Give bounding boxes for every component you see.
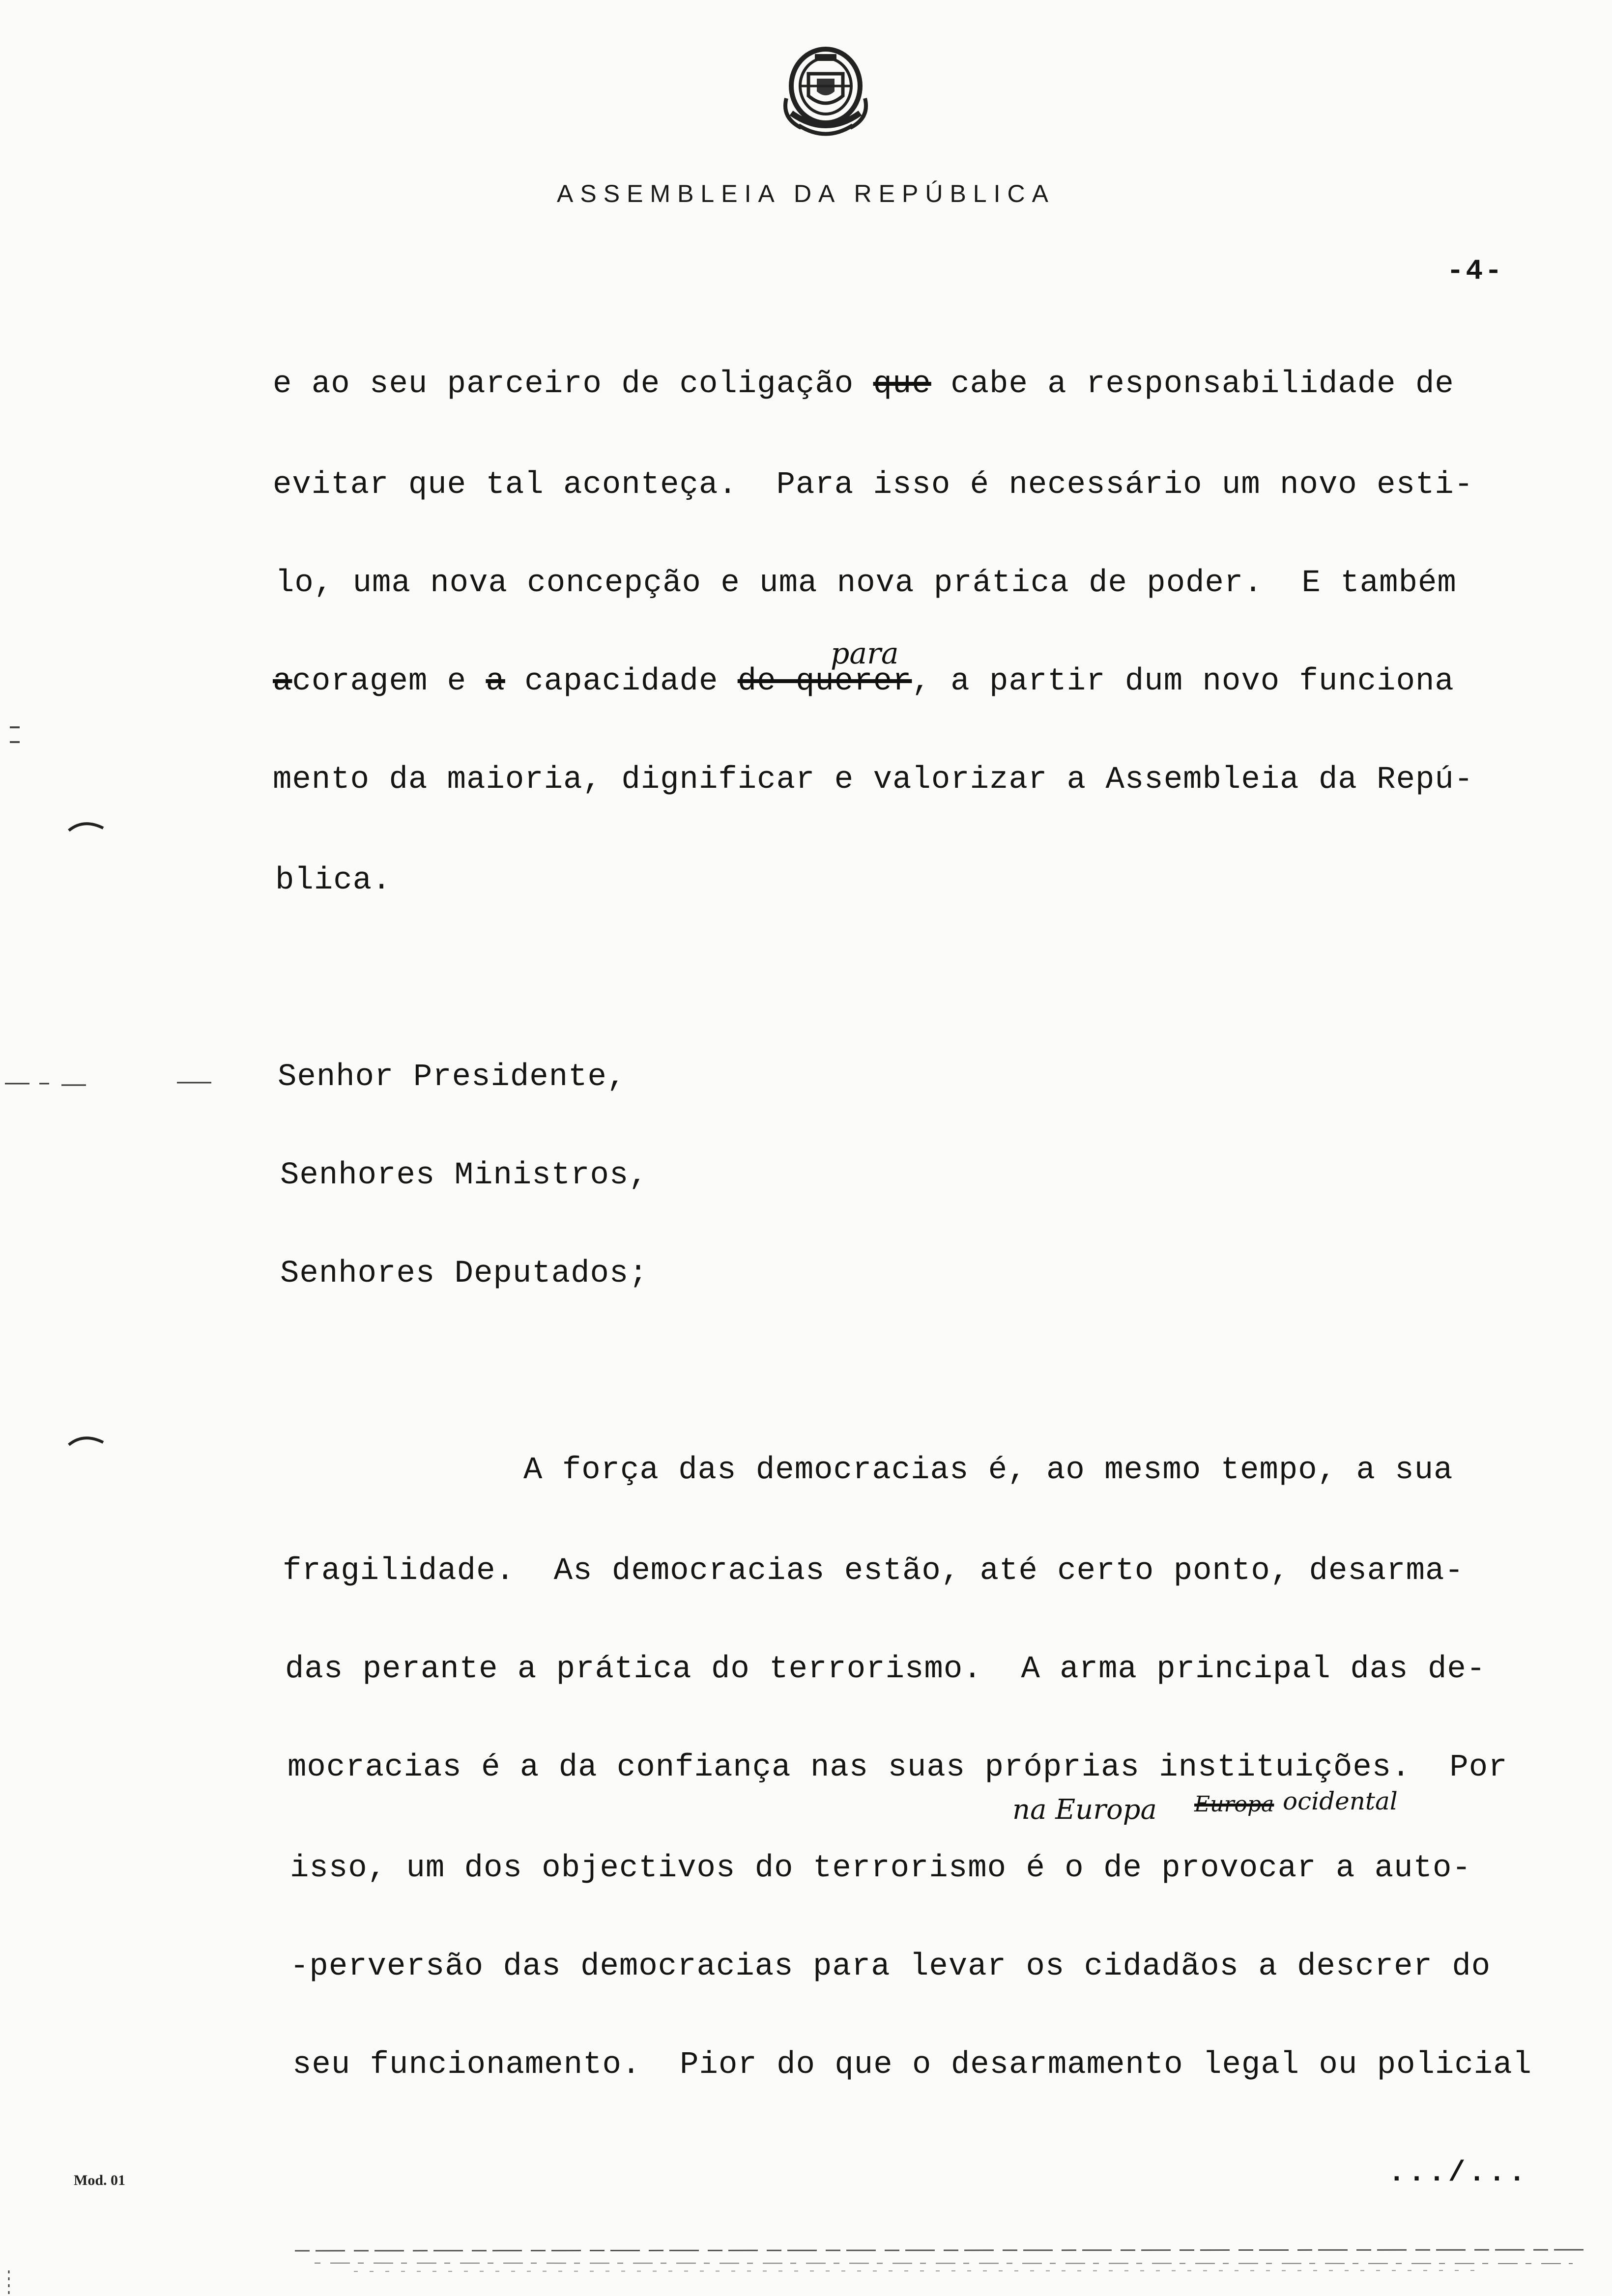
paragraph2-line7: seu funcionamento. Pior do que o desarmamento legal ou policial [292,2047,1532,2083]
salutation-line1: Senhor Presidente, [278,1060,627,1095]
paragraph1-line6: blica. [275,863,392,898]
paragraph2-line3: das perante a prática do terrorismo. A arma principal das de- [285,1652,1486,1687]
struck-word: a [273,664,292,699]
handwritten-tail: ocidental [1283,1787,1398,1815]
salutation-line3: Senhores Deputados; [280,1256,648,1292]
paragraph2-line2: fragilidade. As democracias estão, até certo ponto, desarma- [283,1553,1464,1589]
institution-heading: ASSEMBLEIA DA REPÚBLICA [557,180,1055,207]
coat-of-arms-emblem [772,39,880,152]
paragraph1-line5: mento da maioria, dignificar e valorizar a Assembleia da Repú- [273,762,1474,798]
paragraph2-line5: isso, um dos objectivos do terrorismo é o de provocar a auto- [290,1851,1471,1886]
paragraph2-line1: A força das democracias é, ao mesmo tempo, a sua [523,1453,1453,1488]
struck-word: a [486,664,505,699]
text-span: coragem e [292,664,486,699]
paragraph1-line3: lo, uma nova concepção e uma nova prática de poder. E também [275,566,1457,601]
paragraph2-line6: -perversão das democracias para levar os cidadãos a descrer do [290,1949,1491,1984]
page-number: -4- [1446,256,1504,287]
continuation-marker: .../... [1388,2157,1528,2189]
paragraph1-line1 [273,369,1454,400]
struck-word: que [873,367,931,402]
form-code: Mod. 01 [74,2172,125,2188]
struck-word: de querer [737,664,912,699]
scan-edge-lines [295,2246,1592,2275]
text-span: capacidade [505,664,738,699]
text-span: , a partir dum novo funciona [912,664,1454,699]
salutation-line2: Senhores Ministros, [280,1158,648,1193]
paragraph2-line4: mocracias é a da confiança nas suas próprias instituições. Por [288,1750,1508,1785]
handwritten-insertion: para [831,636,899,671]
text-span: cabe a responsabilidade de [931,367,1454,402]
text-span: e ao seu parceiro de coligação [273,367,873,402]
handwritten-struck: Europa [1194,1792,1274,1817]
margin-scan-marks [0,0,295,2296]
paragraph1-line2: evitar que tal aconteça. Para isso é necessário um novo esti- [273,467,1474,503]
handwritten-insert: na Europa [1012,1794,1157,1826]
